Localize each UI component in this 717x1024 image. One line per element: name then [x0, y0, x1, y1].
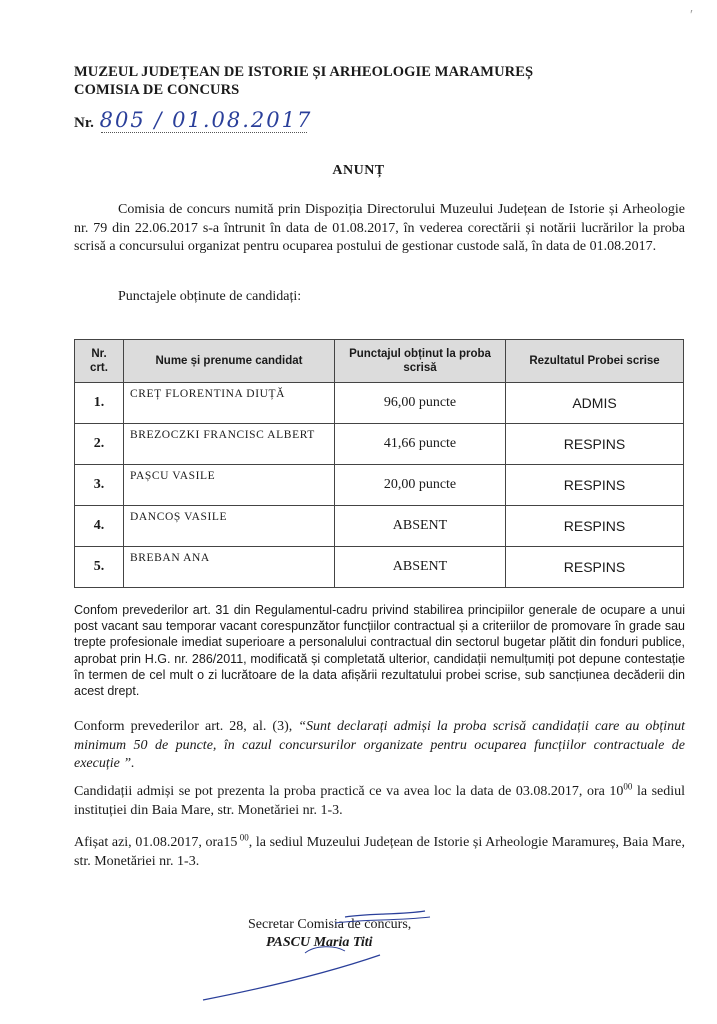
row-result: RESPINS	[506, 506, 684, 547]
article-paragraph	[74, 718, 685, 774]
article-quote: “Sunt declarați admiși la proba scrisă candidații care au obținut minimum 50 de puncte, în cazul concursurilor organizate pentru ocuparea funcțiilor contractuale de execuție ”.	[74, 719, 686, 771]
signature-role: Secretar Comisia de concurs,	[248, 917, 412, 932]
row-name: CREȚ FLORENTINA DIUȚĂ	[124, 383, 335, 424]
row-points: 96,00 puncte	[335, 383, 506, 424]
legal-paragraph: Confom prevederilor art. 31 din Regulamentul-cadru privind stabilirea principiilor generale de ocupare a unui post vacant sau temporar vacant corespunzător funcțiilor contractual și a criteriilor de promovare în grade sau trepte profesionale imediat superioare a personalului contractual din sectorul bugetar plătit din fonduri publice, aprobat prin H.G. nr. 286/2011, modificată și completată ulterior, candidații nemulțumiți pot depune contestație în termen de cel mult o zi lucrătoare de la data afișării rezultatului probei scrise, sub sancțiunea decăderii din acest drept.	[74, 603, 685, 699]
table-row	[75, 506, 684, 547]
row-name: PAȘCU VASILE	[124, 465, 335, 506]
table-row	[75, 424, 684, 465]
posted-hour-sup: 00	[237, 832, 249, 843]
table-row	[75, 383, 684, 424]
row-result: RESPINS	[506, 547, 684, 588]
row-result: RESPINS	[506, 465, 684, 506]
row-points: ABSENT	[335, 547, 506, 588]
practical-test-paragraph	[74, 783, 685, 820]
document-title: ANUNȚ	[332, 163, 385, 178]
row-nr: 5.	[75, 547, 124, 588]
intro-paragraph: Comisia de concurs numită prin Dispoziția Directorului Muzeului Județean de Istorie și Arheologie nr. 79 din 22.06.2017 s-a întrunit în data de 01.08.2017, în vederea corectării și notării lucrărilor la proba scrisă a concursului organizat pentru ocuparea postului de gestionar custode sală, în data de 01.08.2017.	[74, 202, 685, 254]
registration-handwritten: 805 / 01.08.2017	[99, 108, 313, 132]
row-name: DANCOȘ VASILE	[124, 506, 335, 547]
header-name: Nume și prenume candidat	[124, 340, 335, 383]
registration-number	[74, 108, 312, 132]
institution-name: MUZEUL JUDEȚEAN DE ISTORIE ȘI ARHEOLOGIE MARAMUREȘ	[74, 64, 534, 80]
results-table	[74, 339, 684, 588]
corner-mark: ′	[690, 8, 694, 23]
signature-name: PASCU Maria Titi	[266, 935, 373, 950]
practical-before-hour: Candidații admiși se pot prezenta la proba practică ce va avea loc la data de 03.08.2017, ora 10	[74, 784, 624, 799]
posted-paragraph	[74, 834, 685, 871]
article-lead: Conform prevederilor art. 28, al. (3),	[74, 719, 293, 734]
row-points: 41,66 puncte	[335, 424, 506, 465]
registration-label: Nr.	[74, 115, 94, 131]
row-nr: 1.	[75, 383, 124, 424]
practical-hour-sup: 00	[623, 781, 633, 792]
table-header-row	[75, 340, 684, 383]
commission-name: COMISIA DE CONCURS	[74, 82, 240, 98]
header-nr: Nr. crt.	[75, 340, 124, 383]
header-result: Rezultatul Probei scrise	[506, 340, 684, 383]
row-nr: 4.	[75, 506, 124, 547]
row-result: RESPINS	[506, 424, 684, 465]
row-nr: 3.	[75, 465, 124, 506]
row-name: BREZOCZKI FRANCISC ALBERT	[124, 424, 335, 465]
handwritten-signature	[195, 905, 435, 1005]
posted-before-hour: Afișat azi, 01.08.2017, ora15	[74, 835, 238, 850]
practical-after-hour: la sediul instituției din Baia Mare, str. Monetăriei nr. 1-3.	[74, 784, 686, 818]
row-result: ADMIS	[506, 383, 684, 424]
table-row	[75, 465, 684, 506]
table-row	[75, 547, 684, 588]
row-points: ABSENT	[335, 506, 506, 547]
scores-label: Punctajele obținute de candidați:	[118, 289, 302, 304]
header-points: Punctajul obținut la proba scrisă	[335, 340, 506, 383]
row-name: BREBAN ANA	[124, 547, 335, 588]
registration-dotted-line	[101, 132, 307, 133]
row-points: 20,00 puncte	[335, 465, 506, 506]
row-nr: 2.	[75, 424, 124, 465]
posted-after-hour: , la sediul Muzeului Județean de Istorie și Arheologie Maramureș, Baia Mare, str. Monetăriei nr. 1-3.	[74, 835, 685, 869]
